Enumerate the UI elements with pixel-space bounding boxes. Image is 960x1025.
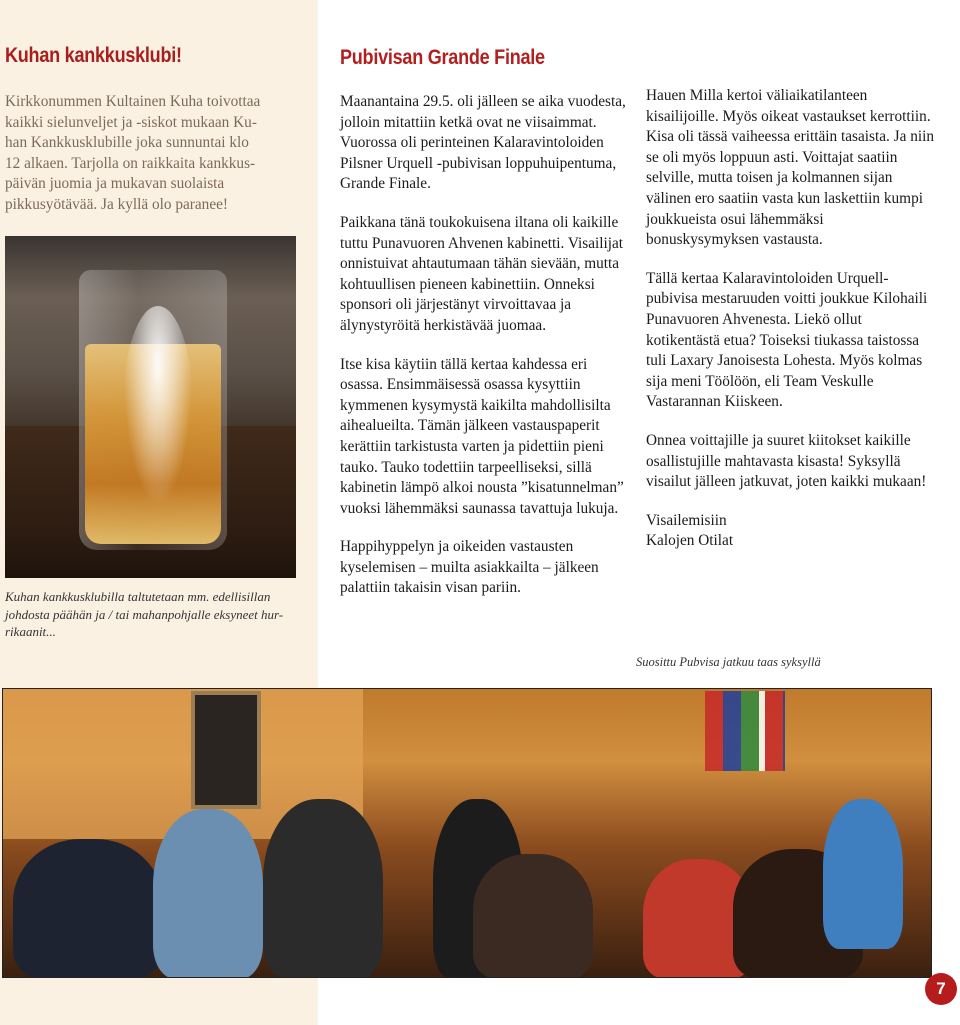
caption-line: johdosta päähän ja / tai mahanpohjalle eksyneet hur- bbox=[5, 606, 284, 622]
signature-name: Kalojen Otilat bbox=[646, 532, 734, 550]
photo-swirl bbox=[123, 306, 193, 506]
signature-greeting: Visailemisiin bbox=[646, 511, 727, 529]
photo-stained-window bbox=[705, 691, 785, 771]
photo-wall-portrait bbox=[191, 691, 261, 809]
photo-person bbox=[13, 839, 163, 978]
pubquiz-crowd-photo bbox=[2, 688, 932, 978]
intro-line: han Kankkusklubille joka sunnuntai klo bbox=[5, 134, 249, 152]
signature bbox=[646, 511, 936, 552]
article-paragraph: Tällä kertaa Kalaravintoloiden Urquell-pubivisa mestaruuden voitti joukkue Kilohaili Punavuoren Ahvenesta. Liekö ollut kotikentästä etua? Toiseksi tiukassa taistossa tuli Laxary Janoisesta Lohesta. Myös kolmas sija meni Töölöön, eli Team Veskulle Vastarannan Kiiskeen. bbox=[646, 269, 928, 411]
pubivisa-article-continued bbox=[646, 86, 936, 552]
pubivisa-heading: Pubivisan Grande Finale bbox=[340, 46, 545, 69]
beer-photo-caption bbox=[5, 588, 305, 641]
pubivisa-article-column bbox=[340, 92, 628, 617]
kankkusklubi-intro bbox=[5, 92, 300, 216]
photo-person bbox=[823, 799, 903, 949]
caption-line: rikaanit... bbox=[5, 624, 56, 639]
beer-tornado-photo bbox=[5, 236, 296, 578]
article-paragraph: Maanantaina 29.5. oli jälleen se aika vuodesta, jolloin mitattiin ketkä ovat ne viisaimmat. Vuorossa oli perinteinen Kalaravintoloiden Pilsner Urquell -pubivisan loppuhuipentuma, Grande Finale. bbox=[340, 93, 626, 193]
intro-line: Kirkkonummen Kultainen Kuha toivottaa bbox=[5, 93, 261, 110]
article-paragraph: Itse kisa käytiin tällä kertaa kahdessa eri osassa. Ensimmäisessä osassa kysyttiin kymmenen kysymystä kaikilta mahdollisilta aihealueilta. Tämän jälkeen vastauspaperit kerättiin tarkistusta varten ja pidettiin pieni tauko. Tauko todettiin tarpeelliseksi, sillä kabinetin lämpö alkoi nousta ”kisatunnelman” vuoksi lähemmäksi saunassa tavattuja lukuja. bbox=[340, 355, 624, 517]
article-paragraph: Onnea voittajille ja suuret kiitokset kaikille osallistujille mahtavasta kisasta! Syksyllä visailut jälleen jatkuvat, joten kaikki mukaan! bbox=[646, 431, 927, 491]
article-paragraph: Hauen Milla kertoi väliaikatilanteen kisailijoille. Myös oikeat vastaukset kerrottiin. Kisa oli tässä vaiheessa erittäin tasaista. Ja niin se oli myös loppuun asti. Voittajat saatiin selville, mutta toisen ja kolmannen sijan välinen ero saatiin vasta kun laskettiin kumpi joukkueista osui lähemmäksi bonuskysymyksen vastausta. bbox=[646, 87, 935, 249]
caption-line: Kuhan kankkusklubilla taltutetaan mm. edellisillan bbox=[5, 589, 271, 604]
photo-person bbox=[473, 854, 593, 978]
intro-line: päivän juomia ja mukavan suolaista bbox=[5, 175, 225, 193]
article-paragraph: Happihyppelyn ja oikeiden vastausten kyselemisen – muilta asiakkailta – jälkeen palattiin takaisin visan pariin. bbox=[340, 538, 599, 597]
article-paragraph: Paikkana tänä toukokuisena iltana oli kaikille tuttu Punavuoren Ahvenen kabinetti. Visailijat onnistuivat ahtautumaan tähän sievään, mutta kohtuullisen pieneen kabinettiin. Onneksi sponsori oli järjestänyt virvoittavaa ja älynystyröitä herkistävää juomaa. bbox=[340, 213, 624, 334]
photo-person bbox=[153, 809, 263, 978]
intro-line: 12 alkaen. Tarjolla on raikkaita kankkus- bbox=[5, 154, 256, 172]
pub-photo-caption: Suosittu Pubvisa jatkuu taas syksyllä bbox=[636, 655, 821, 669]
intro-line: pikkusyötävää. Ja kyllä olo paranee! bbox=[5, 195, 228, 213]
intro-line: kaikki sielunveljet ja -siskot mukaan Ku- bbox=[5, 113, 257, 131]
kankkusklubi-heading: Kuhan kankkusklubi! bbox=[5, 44, 182, 67]
page-number-badge: 7 bbox=[925, 973, 957, 1005]
photo-person bbox=[263, 799, 383, 978]
